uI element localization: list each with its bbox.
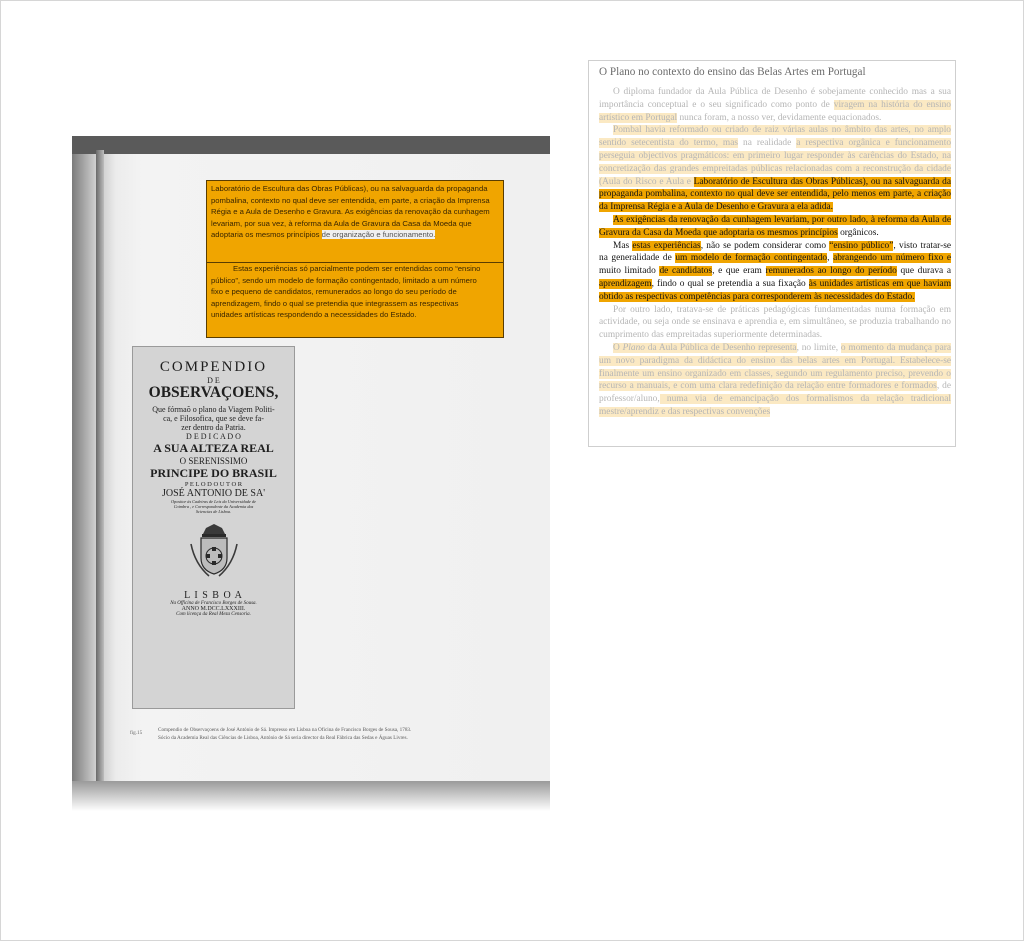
paragraph-1 bbox=[599, 86, 951, 124]
cover-line: JOSÉ ANTONIO DE SA' bbox=[161, 488, 265, 499]
p6-seg: redefinição da relação entre formadores e formados bbox=[736, 381, 937, 392]
cover-line: D E D I C A D O bbox=[186, 432, 241, 441]
p3-text: orgânicos. bbox=[837, 227, 879, 238]
panel-body bbox=[599, 86, 951, 419]
p4-seg: , não se podem considerar como bbox=[700, 240, 830, 251]
p1-highlight: viragem na história do ensino artístico em Portugal bbox=[599, 99, 951, 123]
hl2-text: Estas experiências só parcialmente podem ser entendidas como “ensino público”, sendo um modelo de formação contingentado, limitado a um número fixo e pequeno de candidatos, remunerados ao longo do seu período de aprendizagem, findo o qual se pretendia que integrassem as respectivas unidades artísticas respondendo a necessidades do Estado. bbox=[211, 264, 481, 320]
p2-light-highlight-2: a respectiva orgânica e funcionamento perseguia objectivos pragmáticos: em primeiro lugar responder às carências do Estado, na concretização das grandes empreitadas públicas relacionadas com a reconstrução da cidade (Aula do Risco e Aula e bbox=[599, 138, 952, 187]
p4-seg: Mas bbox=[613, 240, 633, 251]
p1-text-end: nunca foram, a nosso ver, devidamente equacionados. bbox=[677, 112, 882, 123]
cover-line: PRINCIPE DO BRASIL bbox=[150, 466, 277, 480]
p4-seg: muito limitado bbox=[599, 266, 660, 277]
cover-line: O SERENISSIMO bbox=[179, 456, 248, 466]
p6-seg: Plano bbox=[622, 342, 645, 353]
p6-seg: o momento da mudança para um novo paradigma da didáctica do ensino das belas artes em Portugal. Estabelece-se finalmente um ensino organizado em classes, segundo um regulamento preciso, prevendo o recurso a manuais, e com uma clara bbox=[599, 342, 952, 392]
book-top-edge bbox=[72, 136, 550, 154]
p4-seg: que durava a bbox=[896, 266, 951, 277]
cover-line: L I S B O A bbox=[184, 590, 243, 601]
highlighted-paragraph-1-text bbox=[211, 183, 501, 241]
cover-line: Que fórmaõ o plano da Viagem Politi- bbox=[152, 405, 275, 414]
cover-line: zer dentro da Patria. bbox=[181, 423, 246, 432]
paragraph-5 bbox=[599, 304, 951, 342]
highlighted-paragraph-2-text bbox=[211, 263, 486, 321]
hl1-text: Laboratório de Escultura das Obras Públicas), ou na salvaguarda da propaganda pombalina, contexto no qual deve ser entendida, em parte, a criação da Imprensa Régia e a Aula de Desenho e Gravura. As exigências da renovação da cunhagem levariam, por sua vez, à reforma da Aula de Gravura da Casa da Moeda que adoptaria os mesmos princípios bbox=[211, 184, 490, 240]
cover-line: ANNO M.DCC.LXXXIII. bbox=[181, 606, 246, 612]
p6-seg: O bbox=[613, 342, 623, 353]
scanned-book-page bbox=[72, 136, 550, 811]
p4-seg: estas experiências bbox=[632, 240, 701, 251]
p4-seg: remunerados ao longo do período bbox=[765, 266, 897, 277]
cover-line: COMPENDIO bbox=[159, 359, 268, 375]
p4-seg: abrangendo um número fixo e bbox=[833, 253, 952, 264]
p3-strong-highlight: As exigências da renovação da cunhagem levariam, por outro lado, à reforma da Aula de Gravura da Casa da Moeda que adoptaria os mesmos princípios bbox=[599, 214, 951, 238]
p4-seg: , findo o qual se pretendia bbox=[651, 278, 753, 289]
cover-line: Com licença da Real Meza Censoria. bbox=[176, 612, 251, 617]
text-panel bbox=[588, 60, 956, 447]
hl1-tail-text: de organização e funcionamento. bbox=[321, 230, 436, 240]
p2-strong-highlight: Laboratório de Escultura das Obras Públicas), ou na salvaguarda da propaganda pombalina, contexto no qual deve ser entendida, pelo menos em parte, a criação da Imprensa Régia e a Aula de Desenho e Gravura a ela adida. bbox=[599, 176, 951, 213]
p4-seg: de candidatos bbox=[659, 266, 713, 277]
panel-title: O Plano no contexto do ensino das Belas Artes em Portugal bbox=[599, 66, 866, 78]
figure-caption: Compendio de Observaçoens de José António de Sá. Impresso em Lisboa na Oficina de Francisco Borges de Sousa, 1783. Sócio da Academia Real das Ciências de Lisboa, António de Sá seria director da Real Fábrica das Sedas e Águas Livres. bbox=[158, 727, 412, 742]
p6-seg: , no limite, bbox=[796, 342, 841, 353]
cover-line: Coimbra , e Correspondente da Academia das bbox=[173, 504, 254, 509]
p4-seg: aprendizagem bbox=[599, 278, 652, 289]
p4-seg: , e que eram bbox=[712, 266, 766, 277]
book-cover-image bbox=[132, 346, 295, 709]
cover-line: A SUA ALTEZA REAL bbox=[153, 441, 274, 455]
royal-crest-icon bbox=[189, 524, 239, 582]
p6-seg: da Aula Pública de Desenho representa bbox=[644, 342, 797, 353]
book-spine bbox=[96, 150, 104, 790]
paragraph-4 bbox=[599, 240, 951, 304]
cover-line: OBSERVAÇOENS, bbox=[148, 384, 279, 401]
figure-number: fig.15 bbox=[130, 730, 143, 736]
p4-seg: “ensino público” bbox=[829, 240, 894, 251]
p4-seg: um modelo de formação contingentado bbox=[675, 253, 828, 264]
p6-seg: , de professor/aluno, bbox=[599, 381, 951, 405]
p4-seg: a sua fixação bbox=[752, 278, 809, 289]
p2-text: na realidade bbox=[738, 138, 797, 149]
cover-line: Opositor ás Cadeiras de Leis da Universidade de bbox=[170, 499, 257, 504]
p2-light-highlight: Pombal havia reformado ou criado de raiz várias aulas no âmbito das artes, no amplo sentido setecentista do termo, mas bbox=[599, 125, 951, 149]
cover-line: D E bbox=[207, 376, 220, 385]
book-left-page-edge bbox=[72, 154, 98, 794]
cover-line: P E L O D O U T O R bbox=[184, 481, 243, 488]
p4-seg: , bbox=[827, 253, 834, 264]
p5-text: Por outro lado, tratava-se de práticas pedagógicas fundamentadas numa formação em actividade, ou seja onde se ensinava e aprendia e, em simultâneo, se produzia trabalhando no cumprimento das empreitadas superiormente determinadas. bbox=[599, 304, 951, 341]
paragraph-3 bbox=[599, 214, 951, 240]
cover-line: ca, e Filosofica, que se deve fa- bbox=[163, 414, 264, 423]
p1-text: O diploma fundador da Aula Pública de Desenho é sobejamente conhecido mas a sua importância conceptual e o seu significado como ponto de bbox=[599, 87, 951, 110]
scan-bottom-edge bbox=[72, 781, 550, 811]
p4-seg: às unidades artísticas em que haviam obtido as respectivas competências para corresponderem às necessidades do Estado. bbox=[599, 278, 952, 302]
paragraph-2 bbox=[599, 124, 951, 214]
paragraph-6 bbox=[599, 342, 951, 419]
p6-seg: numa via de emancipação dos formalismos da relação tradicional mestre/aprendiz e das respectivas convenções bbox=[599, 394, 951, 417]
cover-line: Na Officina de Francisco Borges de Sousa. bbox=[170, 601, 257, 606]
cover-line: Sciencias de Lisboa. bbox=[195, 509, 232, 514]
p4-seg: , visto tratar-se na generalidade de bbox=[599, 240, 952, 264]
